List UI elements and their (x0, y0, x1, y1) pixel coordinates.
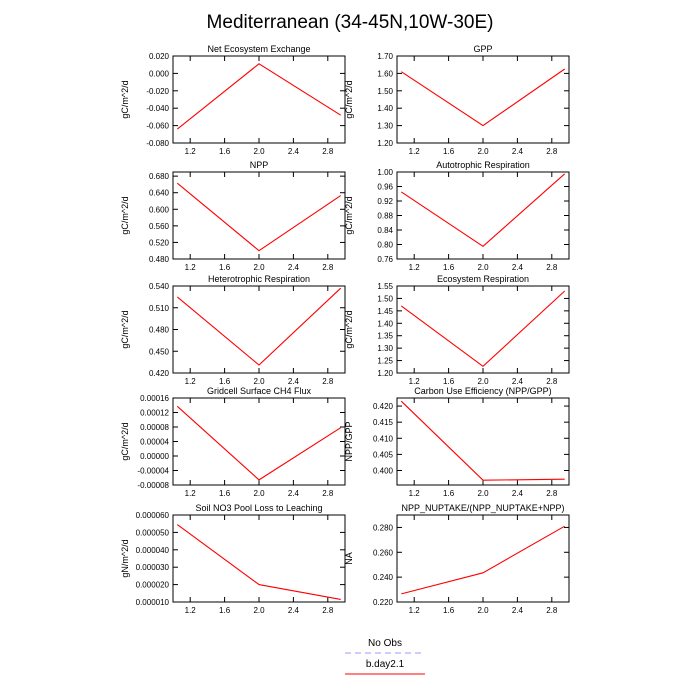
series-line-b-day2-1 (401, 291, 564, 366)
x-tick-label: 2.4 (287, 263, 299, 272)
x-tick-label: 2.0 (477, 377, 489, 386)
panel-2 (344, 44, 569, 156)
series-line-b-day2-1 (177, 525, 340, 600)
x-tick-label: 2.8 (546, 263, 558, 272)
y-axis-label: gC/m^2/d (120, 422, 130, 461)
y-tick-label: 0.000060 (135, 511, 169, 520)
x-tick-label: 2.0 (477, 489, 489, 498)
x-tick-label: 2.4 (511, 489, 523, 498)
y-tick-label: 0.000 (148, 69, 169, 79)
panel-title: Heterotrophic Respiration (207, 274, 311, 284)
y-axis-label: NPP/GPP (344, 421, 354, 462)
y-tick-label: 0.480 (148, 255, 169, 264)
x-tick-label: 2.8 (322, 606, 334, 615)
legend (345, 638, 425, 674)
panel-title: NPP_NUPTAKE/(NPP_NUPTAKE+NPP) (401, 503, 565, 513)
y-tick-label: 0.76 (377, 255, 393, 264)
y-tick-label: 0.00008 (140, 423, 169, 432)
y-tick-label: 1.40 (377, 104, 393, 114)
x-tick-label: 1.2 (408, 606, 420, 615)
y-tick-label: 0.000040 (135, 545, 169, 555)
panel-title: Net Ecosystem Exchange (207, 44, 311, 54)
series-line-b-day2-1 (401, 174, 564, 247)
x-tick-label: 2.8 (322, 147, 334, 156)
y-tick-label: -0.020 (146, 86, 169, 96)
y-tick-label: 0.92 (377, 197, 393, 206)
x-tick-label: 2.8 (546, 489, 558, 498)
x-tick-label: 2.0 (253, 606, 265, 615)
panel-title: Ecosystem Respiration (436, 274, 530, 284)
y-tick-label: 0.415 (372, 418, 393, 428)
panel-5 (120, 274, 345, 386)
y-tick-label: 0.020 (148, 52, 169, 61)
y-tick-label: 0.88 (377, 211, 393, 221)
y-tick-label: 0.000050 (135, 528, 169, 538)
y-axis-label: gC/m^2/d (120, 80, 130, 119)
y-tick-label: 1.35 (377, 331, 393, 341)
y-tick-label: -0.080 (146, 139, 169, 148)
x-tick-label: 1.6 (443, 263, 455, 272)
y-tick-label: 0.00004 (140, 437, 169, 447)
y-tick-label: 0.000030 (135, 563, 169, 573)
y-axis-label: gC/m^2/d (120, 310, 130, 349)
panel-title: Autotrophic Respiration (436, 160, 530, 170)
y-tick-label: 1.25 (377, 356, 393, 366)
y-tick-label: 0.00000 (140, 452, 169, 461)
plot-frame (397, 515, 569, 602)
y-tick-label: -0.040 (146, 104, 169, 114)
panel-3 (120, 160, 345, 272)
y-tick-label: 1.20 (377, 369, 393, 378)
panel-title: GPP (473, 44, 493, 54)
legend-label-obs: No Obs (368, 638, 402, 649)
x-tick-label: 2.4 (287, 377, 299, 386)
series-line-b-day2-1 (177, 183, 340, 251)
x-tick-label: 1.6 (219, 263, 231, 272)
y-tick-label: 0.405 (372, 450, 393, 460)
x-tick-label: 1.2 (184, 377, 196, 386)
x-tick-label: 2.0 (253, 147, 265, 156)
y-tick-label: 1.00 (377, 168, 393, 177)
y-tick-label: -0.00004 (137, 466, 169, 476)
panel-title: Gridcell Surface CH4 Flux (206, 386, 312, 396)
x-tick-label: 2.4 (287, 606, 299, 615)
legend-label-model: b.day2.1 (365, 659, 405, 670)
y-tick-label: 0.240 (372, 573, 393, 583)
y-tick-label: 0.420 (148, 369, 169, 378)
y-tick-label: 0.96 (377, 182, 393, 192)
x-tick-label: 1.2 (184, 147, 196, 156)
x-tick-label: 2.8 (546, 606, 558, 615)
y-tick-label: 0.520 (148, 238, 169, 248)
series-line-b-day2-1 (177, 288, 340, 365)
y-tick-label: 1.20 (377, 139, 393, 148)
panel-7 (120, 386, 345, 498)
plot-frame (397, 398, 569, 485)
y-tick-label: 0.420 (372, 402, 393, 412)
panel-8 (344, 386, 569, 498)
x-tick-label: 1.2 (408, 377, 420, 386)
y-tick-label: 0.540 (148, 282, 169, 291)
x-tick-label: 2.8 (322, 263, 334, 272)
y-tick-label: -0.060 (146, 121, 169, 131)
x-tick-label: 1.6 (443, 147, 455, 156)
x-tick-label: 1.2 (408, 147, 420, 156)
x-tick-label: 1.6 (219, 606, 231, 615)
panel-1 (120, 44, 345, 156)
figure-title: Mediterranean (34-45N,10W-30E) (206, 12, 494, 33)
series-line-b-day2-1 (401, 69, 564, 126)
x-tick-label: 2.0 (253, 489, 265, 498)
y-tick-label: 0.80 (377, 240, 393, 250)
x-tick-label: 2.4 (511, 147, 523, 156)
y-tick-label: 0.00016 (140, 394, 169, 403)
x-tick-label: 2.0 (253, 377, 265, 386)
x-tick-label: 2.4 (511, 377, 523, 386)
y-tick-label: 0.260 (372, 548, 393, 558)
y-tick-label: 0.560 (148, 221, 169, 231)
y-tick-label: 0.510 (148, 303, 169, 313)
y-axis-label: gC/m^2/d (344, 196, 354, 235)
y-tick-label: 0.410 (372, 434, 393, 444)
y-tick-label: 1.45 (377, 306, 393, 316)
x-tick-label: 2.4 (287, 147, 299, 156)
x-tick-label: 2.0 (477, 263, 489, 272)
x-tick-label: 2.4 (287, 489, 299, 498)
y-tick-label: 1.30 (377, 344, 393, 354)
x-tick-label: 1.6 (219, 489, 231, 498)
panel-4 (344, 160, 569, 272)
x-tick-label: 2.8 (322, 489, 334, 498)
x-tick-label: 1.6 (219, 147, 231, 156)
y-axis-label: gC/m^2/d (120, 196, 130, 235)
x-tick-label: 1.6 (443, 489, 455, 498)
x-tick-label: 2.0 (477, 147, 489, 156)
y-tick-label: 1.50 (377, 294, 393, 304)
panels-group (120, 44, 569, 615)
y-tick-label: 1.60 (377, 69, 393, 79)
plot-frame (173, 56, 345, 143)
panel-title: Soil NO3 Pool Loss to Leaching (195, 503, 323, 513)
y-tick-label: 0.280 (372, 523, 393, 533)
y-tick-label: 0.400 (372, 466, 393, 476)
y-axis-label: gC/m^2/d (344, 310, 354, 349)
x-tick-label: 2.0 (253, 263, 265, 272)
panel-9 (120, 503, 345, 615)
series-line-b-day2-1 (401, 526, 564, 594)
series-line-b-day2-1 (177, 64, 340, 129)
y-tick-label: 1.70 (377, 52, 393, 61)
x-tick-label: 1.2 (408, 263, 420, 272)
x-tick-label: 1.6 (443, 606, 455, 615)
y-tick-label: 1.40 (377, 319, 393, 329)
y-tick-label: 1.50 (377, 86, 393, 96)
y-tick-label: 0.84 (377, 226, 393, 235)
x-tick-label: 2.4 (511, 263, 523, 272)
y-tick-label: 0.640 (148, 188, 169, 198)
series-line-b-day2-1 (401, 401, 564, 480)
plot-frame (173, 172, 345, 259)
y-axis-label: gN/m^2/d (120, 539, 130, 578)
x-tick-label: 1.6 (219, 377, 231, 386)
x-tick-label: 2.8 (546, 377, 558, 386)
y-tick-label: 0.450 (148, 347, 169, 357)
x-tick-label: 2.8 (546, 147, 558, 156)
y-tick-label: 0.000010 (135, 598, 169, 607)
plot-frame (173, 515, 345, 602)
panel-10 (344, 503, 569, 615)
y-tick-label: 0.680 (148, 172, 169, 182)
panel-6 (344, 274, 569, 386)
panel-title: Carbon Use Efficiency (NPP/GPP) (414, 386, 552, 396)
y-axis-label: gC/m^2/d (344, 80, 354, 119)
x-tick-label: 1.2 (184, 489, 196, 498)
x-tick-label: 2.0 (477, 606, 489, 615)
y-tick-label: 1.30 (377, 121, 393, 131)
plot-frame (397, 286, 569, 373)
y-axis-label: NA (344, 552, 354, 565)
y-tick-label: 0.600 (148, 205, 169, 215)
y-tick-label: 0.220 (372, 598, 393, 607)
plot-frame (397, 56, 569, 143)
plot-frame (173, 286, 345, 373)
x-tick-label: 1.6 (443, 377, 455, 386)
x-tick-label: 1.2 (184, 606, 196, 615)
x-tick-label: 2.4 (511, 606, 523, 615)
x-tick-label: 1.2 (184, 263, 196, 272)
y-tick-label: 0.480 (148, 325, 169, 335)
panel-title: NPP (249, 160, 269, 170)
x-tick-label: 2.8 (322, 377, 334, 386)
y-tick-label: -0.00008 (137, 481, 169, 490)
series-line-b-day2-1 (177, 406, 340, 480)
x-tick-label: 1.2 (408, 489, 420, 498)
y-tick-label: 0.00012 (140, 408, 169, 418)
y-tick-label: 0.000020 (135, 580, 169, 590)
y-tick-label: 1.55 (377, 282, 393, 291)
